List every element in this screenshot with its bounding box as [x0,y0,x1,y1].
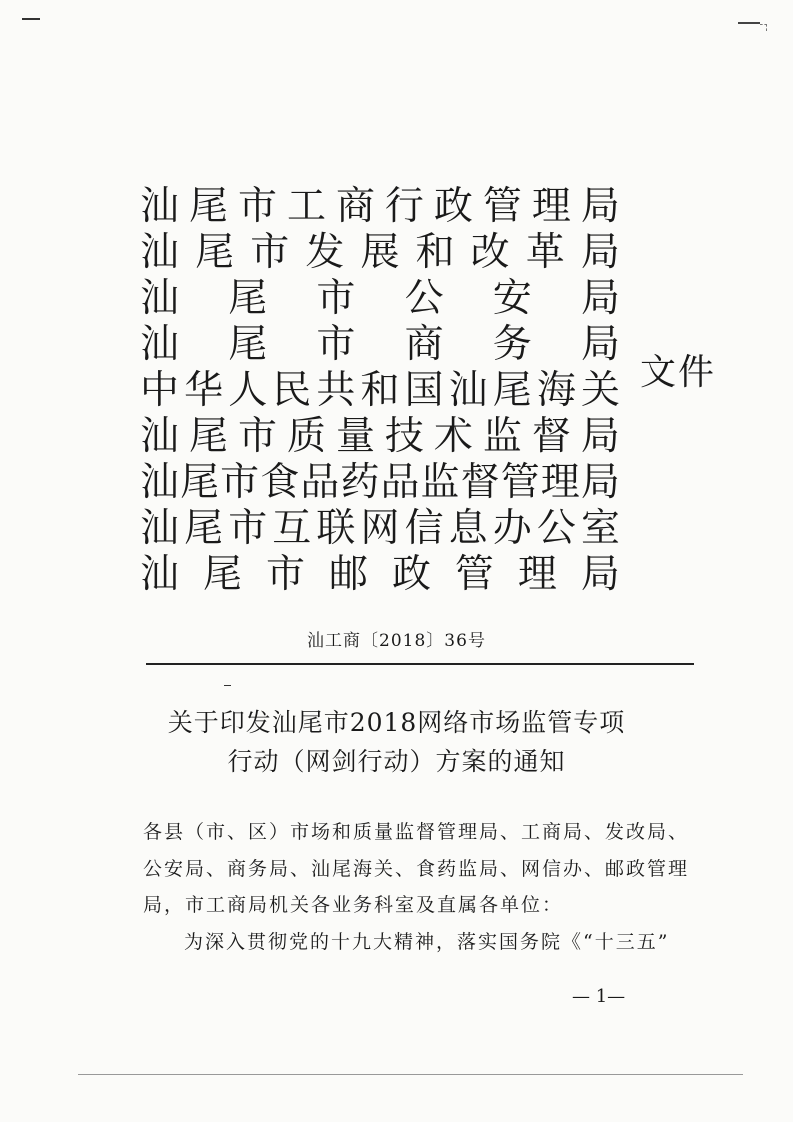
document-number: 汕工商〔2018〕36号 [307,631,486,651]
issuer-char: 发 [305,230,345,275]
header-divider [146,663,694,665]
issuer-char: 术 [433,414,473,459]
issuer-char: 信 [404,506,444,551]
recipients-line-2: 公安局、商务局、汕尾海关、食药监局、网信办、邮政管理 [143,858,690,880]
issuer-char: 管 [500,460,540,505]
issuer-char: 汕 [140,184,180,229]
issuer-char: 理 [531,184,571,229]
issuer-char: 局 [580,552,620,597]
issuing-agencies [140,184,620,598]
issuer-char: 互 [272,506,312,551]
issuer-char: 汕 [140,506,180,551]
issuer-char: 质 [286,414,326,459]
issuer-char: 局 [580,414,620,459]
page-number: — 1— [572,986,626,1007]
issuer-char: 汕 [140,276,180,321]
issuer-char: 尾 [188,414,228,459]
issuer-char: 市 [220,460,260,505]
issuer-line [140,276,620,322]
issuer-line [140,460,620,506]
issuer-char: 尾 [228,276,268,321]
issuer-char: 市 [237,184,277,229]
issuer-char: 理 [517,552,557,597]
issuer-char: 汕 [448,368,488,413]
document-label: 文件 [640,352,717,393]
issuer-char: 革 [525,230,565,275]
issuer-char: 人 [228,368,268,413]
issuer-char: 督 [531,414,571,459]
issuer-char: 海 [536,368,576,413]
scan-mark [760,24,767,31]
issuer-char: 商 [335,184,375,229]
issuer-char: 管 [454,552,494,597]
issuer-char: 尾 [228,322,268,367]
issuer-char: 尾 [184,506,224,551]
issuer-line [140,414,620,460]
issuer-char: 汕 [140,230,180,275]
issuer-char: 展 [360,230,400,275]
issuer-char: 息 [448,506,488,551]
issuer-char: 政 [391,552,431,597]
issuer-char: 尾 [195,230,235,275]
issuer-char: 尾 [188,184,228,229]
issuer-char: 办 [492,506,532,551]
issuer-char: 汕 [140,322,180,367]
issuer-char: 药 [340,460,380,505]
issuer-char: 汕 [140,414,180,459]
issuer-char: 理 [540,460,580,505]
footer-divider [78,1074,743,1075]
issuer-char: 局 [580,322,620,367]
issuer-char: 行 [384,184,424,229]
issuer-line [140,368,620,414]
issuer-char: 中 [140,368,180,413]
issuer-char: 公 [404,276,444,321]
issuer-line [140,230,620,276]
issuer-char: 关 [580,368,620,413]
issuer-line [140,184,620,230]
document-title-line-2: 行动（网剑行动）方案的通知 [227,747,566,776]
issuer-char: 公 [536,506,576,551]
issuer-char: 和 [360,368,400,413]
issuer-char: 汕 [140,552,180,597]
scan-mark [22,18,40,20]
issuer-char: 市 [316,276,356,321]
issuer-line [140,552,620,598]
issuer-char: 共 [316,368,356,413]
issuer-char: 品 [380,460,420,505]
issuer-char: 市 [250,230,290,275]
scan-mark [738,22,760,24]
issuer-char: 和 [415,230,455,275]
issuer-char: 量 [335,414,375,459]
issuer-char: 技 [384,414,424,459]
issuer-char: 尾 [202,552,242,597]
issuer-char: 政 [433,184,473,229]
issuer-char: 工 [286,184,326,229]
issuer-char: 局 [580,230,620,275]
issuer-char: 督 [460,460,500,505]
issuer-char: 局 [580,460,620,505]
recipients-line-1: 各县（市、区）市场和质量监督管理局、工商局、发改局、 [143,821,690,843]
issuer-char: 汕 [140,460,180,505]
issuer-char: 商 [404,322,444,367]
issuer-char: 市 [237,414,277,459]
issuer-char: 国 [404,368,444,413]
issuer-char: 市 [265,552,305,597]
issuer-char: 局 [580,184,620,229]
issuer-char: 市 [316,322,356,367]
issuer-char: 局 [580,276,620,321]
issuer-char: 监 [482,414,522,459]
issuer-char: 监 [420,460,460,505]
issuer-char: 联 [316,506,356,551]
issuer-char: 食 [260,460,300,505]
recipients-line-3: 局，市工商局机关各业务科室及直属各单位： [143,894,564,916]
issuer-line [140,322,620,368]
issuer-char: 尾 [180,460,220,505]
issuer-char: 改 [470,230,510,275]
issuer-char: 品 [300,460,340,505]
scan-mark [224,685,231,686]
issuer-char: 华 [184,368,224,413]
document-title-line-1: 关于印发汕尾市2018网络市场监管专项 [167,708,626,737]
issuer-char: 安 [492,276,532,321]
issuer-char: 管 [482,184,522,229]
issuer-char: 务 [492,322,532,367]
issuer-char: 民 [272,368,312,413]
issuer-char: 尾 [492,368,532,413]
issuer-char: 室 [580,506,620,551]
issuer-char: 网 [360,506,400,551]
body-paragraph-line-1: 为深入贯彻党的十九大精神，落实国务院《“十三五” [184,931,670,953]
issuer-line [140,506,620,552]
issuer-char: 市 [228,506,268,551]
issuer-char: 邮 [328,552,368,597]
